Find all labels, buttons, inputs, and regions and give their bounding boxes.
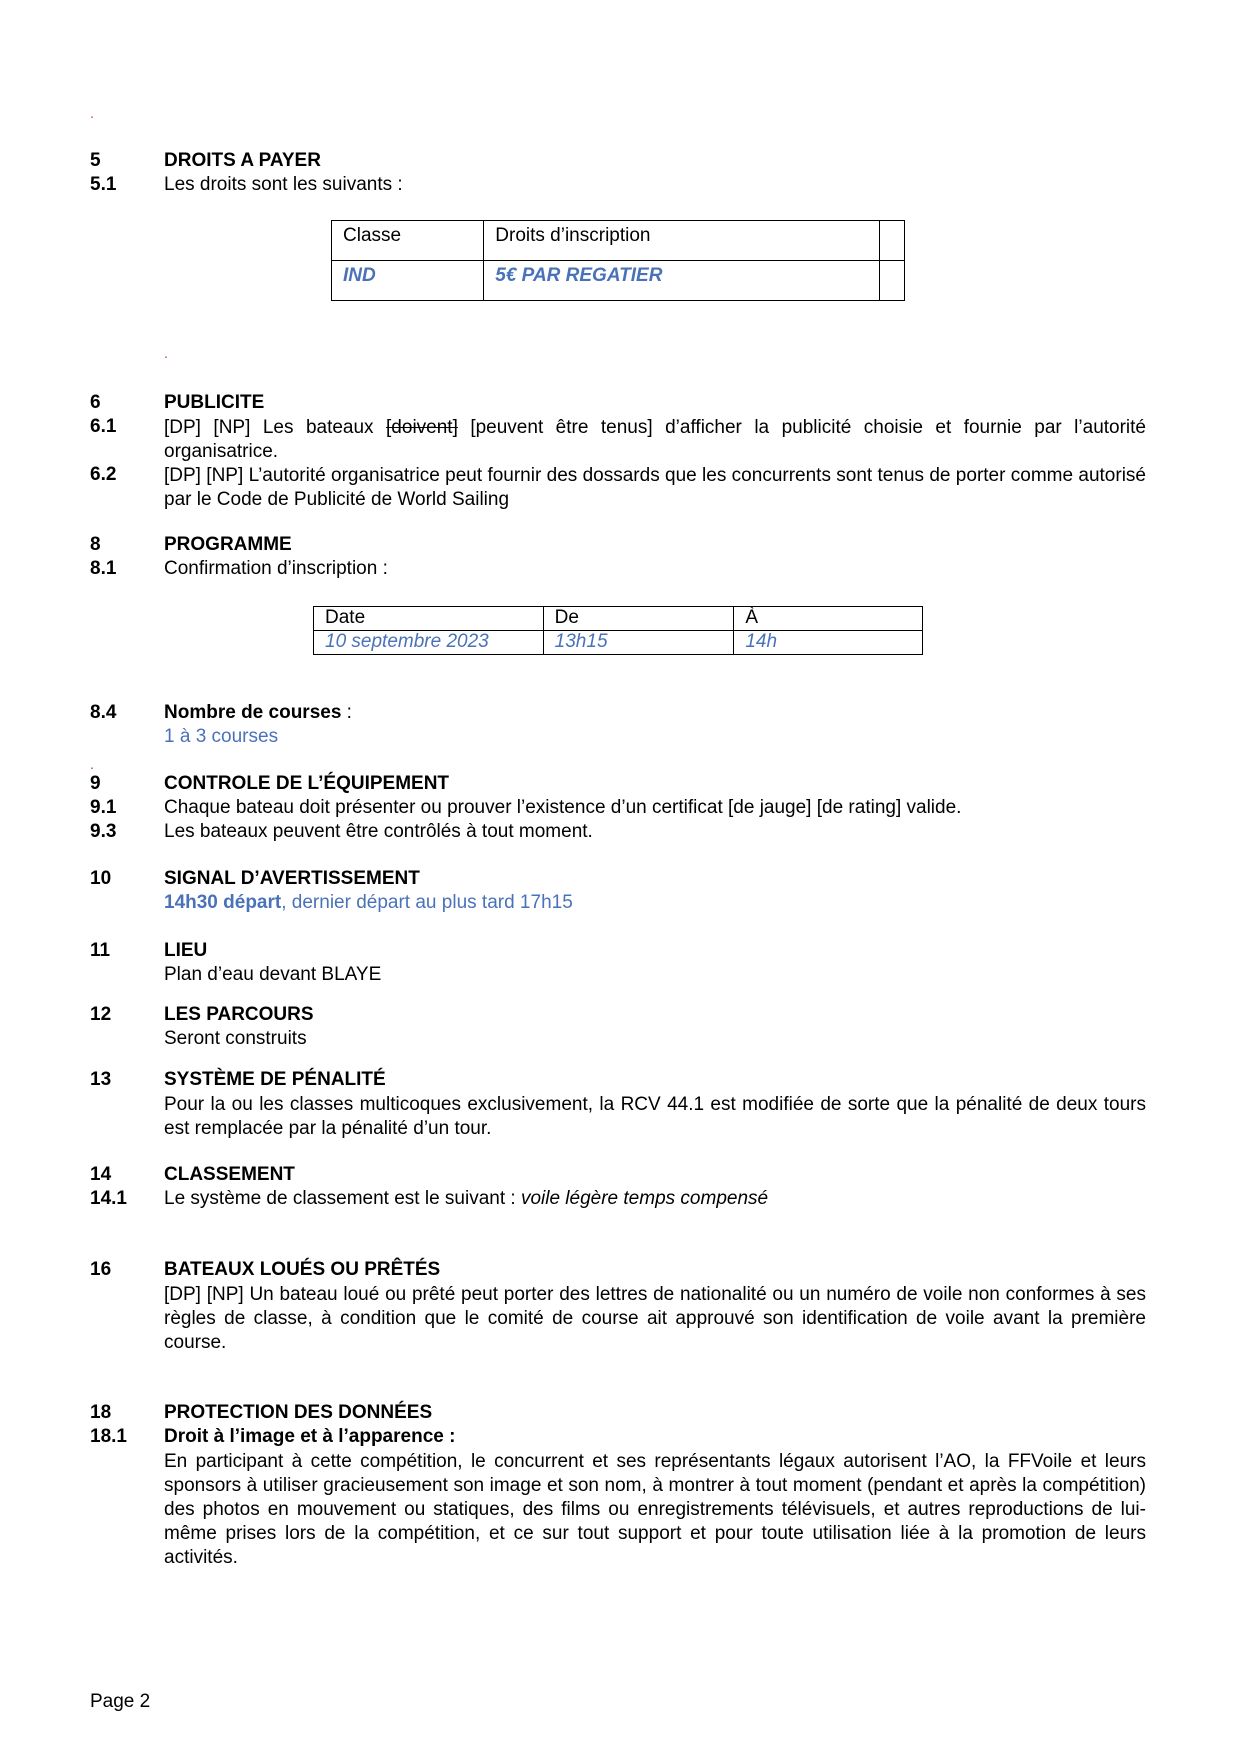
table-header-cell: Droits d’inscription bbox=[484, 221, 880, 261]
section-number: 9 bbox=[90, 773, 101, 794]
section-title: PROTECTION DES DONNÉES bbox=[164, 1402, 433, 1423]
section-number: 14 bbox=[90, 1164, 112, 1185]
section-text: Pour la ou les classes multicoques exclusivement, la RCV 44.1 est modifiée de sorte que la pénalité de deux tours est remplacée par la pénalité d’un tour. bbox=[164, 1094, 1146, 1139]
struck-text: [doivent] bbox=[386, 417, 458, 438]
fees-table bbox=[331, 220, 905, 301]
subsection-number: 9.1 bbox=[90, 797, 117, 818]
subsection-number: 8.4 bbox=[90, 702, 117, 723]
subsection-number: 9.3 bbox=[90, 821, 117, 842]
section-number: 18 bbox=[90, 1402, 112, 1423]
subsection-title: Droit à l’image et à l’apparence : bbox=[164, 1426, 456, 1447]
table-cell: 13h15 bbox=[543, 631, 734, 655]
section-number: 13 bbox=[90, 1069, 112, 1090]
section-text: 14h30 départ, dernier départ au plus tard 17h15 bbox=[164, 892, 573, 913]
table-row bbox=[332, 261, 905, 301]
table-row bbox=[332, 221, 905, 261]
section-text: En participant à cette compétition, le concurrent et ses représentants légaux autorisent l’AO, la FFVoile et leurs sponsors à utiliser gracieusement son image et son nom, à montrer à tout moment (pendant et après la compétition) des photos en mouvement ou statiques, des films ou enregistrements télévisuels, et autres reproductions de lui-même prises lors de la compétition, et ce sur tout support et pour toute utilisation liée à la promotion de leurs activités. bbox=[164, 1451, 1146, 1568]
subsection-number: 14.1 bbox=[90, 1188, 127, 1209]
subsection-text: [DP] [NP] L’autorité organisatrice peut fournir des dossards que les concurrents sont tenus de porter comme autorisé par le Code de Publicité de World Sailing bbox=[164, 465, 1146, 510]
section-title: LIEU bbox=[164, 940, 208, 961]
subsection-number: 6.1 bbox=[90, 416, 117, 437]
subsection-text: Le système de classement est le suivant : voile légère temps compensé bbox=[164, 1188, 769, 1209]
section-number: 11 bbox=[90, 940, 111, 961]
table-cell: IND bbox=[332, 261, 484, 301]
section-title: LES PARCOURS bbox=[164, 1004, 314, 1025]
section-title: CONTROLE DE L’ÉQUIPEMENT bbox=[164, 773, 450, 794]
page-number: Page 2 bbox=[90, 1691, 151, 1712]
table-cell: 10 septembre 2023 bbox=[314, 631, 544, 655]
section-title: BATEAUX LOUÉS OU PRÊTÉS bbox=[164, 1259, 441, 1280]
section-text: Plan d’eau devant BLAYE bbox=[164, 964, 382, 985]
section-number: 10 bbox=[90, 868, 112, 889]
table-empty-cell bbox=[879, 261, 904, 301]
section-title: SYSTÈME DE PÉNALITÉ bbox=[164, 1069, 386, 1090]
subsection-text: Les droits sont les suivants : bbox=[164, 174, 403, 195]
red-dot-mark: . bbox=[90, 105, 94, 121]
table-header-cell: De bbox=[543, 607, 734, 631]
subsection-number: 6.2 bbox=[90, 464, 117, 485]
subsection-value: 1 à 3 courses bbox=[164, 726, 279, 747]
section-number: 12 bbox=[90, 1004, 112, 1025]
section-text: [DP] [NP] Un bateau loué ou prêté peut porter des lettres de nationalité ou un numéro de voile non conformes à ses règles de classe, à condition que le comité de course ait approuvé son identification de voile avant la première course. bbox=[164, 1284, 1146, 1353]
subsection-number: 18.1 bbox=[90, 1426, 127, 1447]
section-title: CLASSEMENT bbox=[164, 1164, 295, 1185]
subsection-number: 8.1 bbox=[90, 558, 117, 579]
table-header-cell: Classe bbox=[332, 221, 484, 261]
section-title: SIGNAL D’AVERTISSEMENT bbox=[164, 868, 420, 889]
subsection-text: [DP] [NP] Les bateaux [doivent] [peuvent être tenus] d’afficher la publicité choisie et fournie par l’autorité organisatrice. bbox=[164, 417, 1147, 462]
section-text: Seront construits bbox=[164, 1028, 307, 1049]
table-cell: 14h bbox=[734, 631, 923, 655]
subsection-text: Confirmation d’inscription : bbox=[164, 558, 388, 579]
table-row bbox=[314, 607, 923, 631]
section-number: 5 bbox=[90, 150, 101, 171]
subsection-number: 5.1 bbox=[90, 174, 117, 195]
table-empty-cell bbox=[879, 221, 904, 261]
section-title: DROITS A PAYER bbox=[164, 150, 321, 171]
subsection-text: Chaque bateau doit présenter ou prouver l’existence d’un certificat [de jauge] [de rating] valide. bbox=[164, 797, 962, 818]
schedule-table bbox=[313, 606, 923, 655]
section-title: PUBLICITE bbox=[164, 392, 265, 413]
subsection-text: Nombre de courses : bbox=[164, 702, 352, 723]
section-number: 8 bbox=[90, 534, 101, 555]
table-header-cell: Date bbox=[314, 607, 544, 631]
red-dot-mark: . bbox=[164, 345, 168, 361]
red-dot-mark: . bbox=[90, 756, 94, 772]
section-number: 16 bbox=[90, 1259, 112, 1280]
section-number: 6 bbox=[90, 392, 101, 413]
table-row bbox=[314, 631, 923, 655]
table-header-cell: À bbox=[734, 607, 923, 631]
subsection-text: Les bateaux peuvent être contrôlés à tout moment. bbox=[164, 821, 593, 842]
table-cell: 5€ PAR REGATIER bbox=[484, 261, 880, 301]
section-title: PROGRAMME bbox=[164, 534, 292, 555]
